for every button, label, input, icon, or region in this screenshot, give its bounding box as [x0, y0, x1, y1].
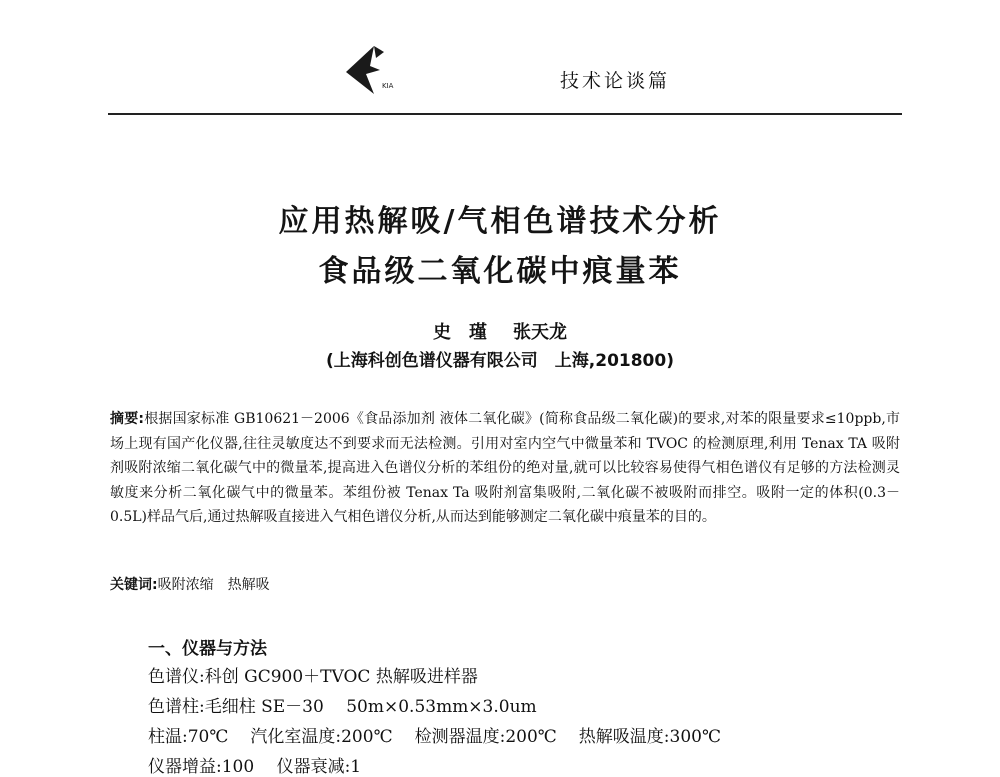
paper-title-line-1: 应用热解吸/气相色谱技术分析 [278, 204, 722, 239]
keywords-label: 关键词: [110, 577, 158, 593]
running-head: 技术论谈篇 [560, 70, 671, 92]
logo-text: KIA [382, 82, 394, 90]
body-line-gain: 仪器增益:100 仪器衰减:1 [148, 757, 362, 777]
paper-title-line-2: 食品级二氧化碳中痕量苯 [318, 254, 682, 289]
abstract [110, 407, 900, 530]
desorption-temp: 热解吸温度:300℃ [578, 727, 721, 747]
vaporizer-temp: 汽化室温度:200℃ [250, 727, 393, 747]
column-temp: 柱温:70℃ [148, 727, 229, 747]
section-heading: 一、仪器与方法 [148, 639, 267, 659]
body-line-temperatures [148, 722, 721, 747]
detector-temp: 检测器温度:200℃ [414, 727, 557, 747]
keywords-text: 吸附浓缩 热解吸 [157, 577, 270, 593]
affiliation: (上海科创色谱仪器有限公司 上海,201800) [326, 351, 674, 371]
abstract-text: 根据国家标准 GB10621－2006《食品添加剂 液体二氧化碳》(简称食品级二氧化碳)的要求,对苯的限量要求≤10ppb,市场上现有国产化仪器,往往灵敏度达不到要求而无法检测。引用对室内空气中微量苯和 TVOC 的检测原理,利用 Tenax TA 吸附剂吸附浓缩二氧化碳气中的微量苯,提高进入色谱仪分析的苯组份的绝对量,就可以比较容易使得气相色谱仪有足够的方法检测灵敏度来分析二氧化碳气中的微量苯。苯组份被 Tenax Ta 吸附剂富集吸附,二氧化碳不被吸附而排空。吸附一定的体积(0.3－0.5L)样品气后,通过热解吸直接进入气相色谱仪分析,从而达到能够测定二氧化碳中痕量苯的目的。 [110, 411, 900, 525]
body-line-column: 色谱柱:毛细柱 SE－30 50m×0.53mm×3.0um [148, 697, 537, 717]
abstract-label: 摘要: [110, 411, 144, 427]
authors [100, 318, 900, 344]
author-1: 史 瑾 [433, 322, 487, 343]
header-rule [108, 113, 902, 115]
author-2: 张天龙 [513, 322, 567, 343]
body-line-chromatograph: 色谱仪:科创 GC900＋TVOC 热解吸进样器 [148, 667, 478, 687]
logo-mark-icon [346, 46, 380, 94]
keywords [110, 574, 270, 594]
journal-logo [340, 44, 400, 96]
